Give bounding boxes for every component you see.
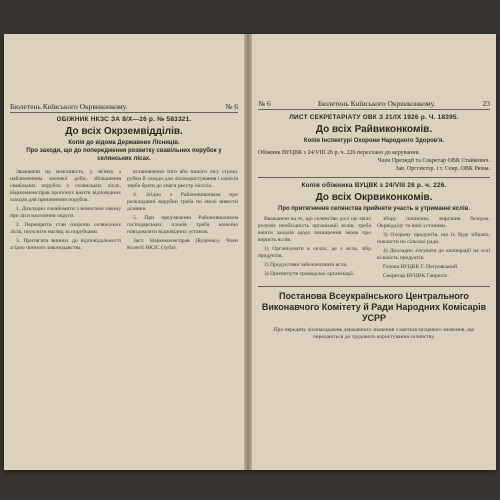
paragraph: 1) Організувати в селах, де є ясла, збір продуктів.: [258, 246, 371, 259]
notice-line: Обіжник ВУЦВК з 24/VIII 26 р. ч. 226 переслано до керування.: [258, 150, 420, 156]
signature: Секретар ВУЦВК Гавриліс.: [383, 273, 449, 279]
divider: [258, 177, 490, 178]
paragraph: Зважаючи на можливість, у зв'язку з наближенням зимової доби, збільшення свавільних порубок у селянських лісах, Наркомземсправ пропонує вжити відповідних заходів для припинення порубок.: [10, 169, 121, 203]
left-header-number: № 6: [225, 102, 238, 111]
left-column-2: [127, 169, 238, 254]
left-header: [10, 99, 238, 113]
notice-line: Член Президії та Секретар ОВК Стайкович.: [377, 158, 490, 164]
signature: Голова ВУЦВК Г. Петровський.: [383, 264, 459, 270]
left-page: [4, 34, 244, 470]
book-gutter: [244, 34, 252, 470]
right-body: [258, 114, 490, 341]
right-title-2: До всіх Окрвиконкомів.: [315, 192, 433, 203]
paragraph: 3) Охорону продуктів, що їх буде зібрано, покласти на сільські ради.: [377, 232, 490, 245]
paragraph: Вважаючи на те, що селянство досі ще мало розуміє необхідність організації яслів, треба вжити заходів щодо поширення знань про користь яслів.: [258, 216, 371, 243]
decree-note: Про передачу лісонасаджень державного значення з маєтків місцевого значення, що передаються до трудового користування селянству.: [273, 327, 475, 340]
right-notice-lines: [258, 149, 490, 173]
left-header-title: Бюлетень Київського Окрвиконкому.: [10, 102, 128, 111]
left-title: До всіх Окрземвідділів.: [65, 126, 183, 137]
paragraph: збору пошкини, вирушив безсрок. Окрвідділу та інші установи.: [377, 216, 490, 229]
right-column-2: [377, 216, 490, 282]
right-column-1: [258, 216, 371, 282]
right-subtitle-3: Про притягнення селянства прийняти участь в утриманні яслів.: [278, 206, 470, 212]
paragraph: встановленої того або іншого лісу строку рубки й заходи для лісокористування і комісія терба брати до уваги реєстр лісосік.: [127, 169, 238, 189]
right-ref: ЛИСТ СЕКРЕТАРІАТУ ОВК З 21/IX 1926 р. Ч. 18395.: [289, 114, 459, 121]
right-columns: [258, 216, 490, 282]
decree-title: Постанова Всеукраїнського Центрального Виконавчого Комітету й Ради Народних Комісарів УСРР: [261, 291, 487, 323]
paragraph: 2) Продуктами забезпечувати ясла.: [264, 262, 348, 268]
right-page-number: 23: [482, 99, 490, 108]
paragraph: 4. Згідно з Районовиконком при розкладанні вирубки треба по змозі вивести ділянки.: [127, 192, 238, 212]
left-body: [10, 116, 238, 254]
left-subtitle-2: Про заходи, що до попередження розвитку свавільних порубок у селянських лісах.: [26, 148, 222, 162]
book-spread: [4, 34, 496, 470]
left-subtitle: Копія до відома Державних Лісниців.: [68, 140, 180, 146]
right-page: [252, 34, 496, 470]
notice-line: Зав. Оргсектор. і т. Секр. ОВК Рюма.: [395, 166, 490, 172]
signature: Заст. Наркомземсправ (Буценко). Член Колегії НКЗС (Зуба).: [127, 238, 238, 251]
left-ref: ОБІЖНИК НКЗС ЗА 8/Х—26 р. № 583321.: [56, 116, 192, 123]
right-subtitle: Копія Інспектурі Охорони Народного Здоров'я.: [303, 138, 445, 144]
paragraph: 2. Перевірити стан охорони селянських лісів, посилити нагляд за порубками.: [10, 222, 121, 235]
paragraph: 4) Докладно з'ясувати до кооперації на селі кількість продуктів.: [377, 248, 490, 261]
divider: [258, 286, 490, 287]
right-header-title: Бюлетень Київського Окрвиконкому.: [317, 99, 436, 108]
right-header-number: № 6: [258, 99, 271, 108]
paragraph: 1. Докладно ознайомити з вимогами закону про ліси населення округи.: [10, 206, 121, 219]
paragraph: 3. Притягати винних до відповідальності згідно чинного законодавства.: [10, 238, 121, 251]
right-header: [258, 96, 490, 110]
right-title: До всіх Райвиконкомів.: [315, 124, 433, 135]
left-column-1: [10, 169, 121, 254]
paragraph: 3) Притягнути громадські організації.: [264, 271, 355, 277]
left-columns: [10, 169, 238, 254]
paragraph: 5. При пред'явленні Районовиконком господарських планів треба конечно повідомляти відповідних установ.: [127, 215, 238, 235]
right-ref-2: Копія обіжника ВУЦВК з 24/VIII 26 р. ч. 226.: [301, 182, 447, 189]
